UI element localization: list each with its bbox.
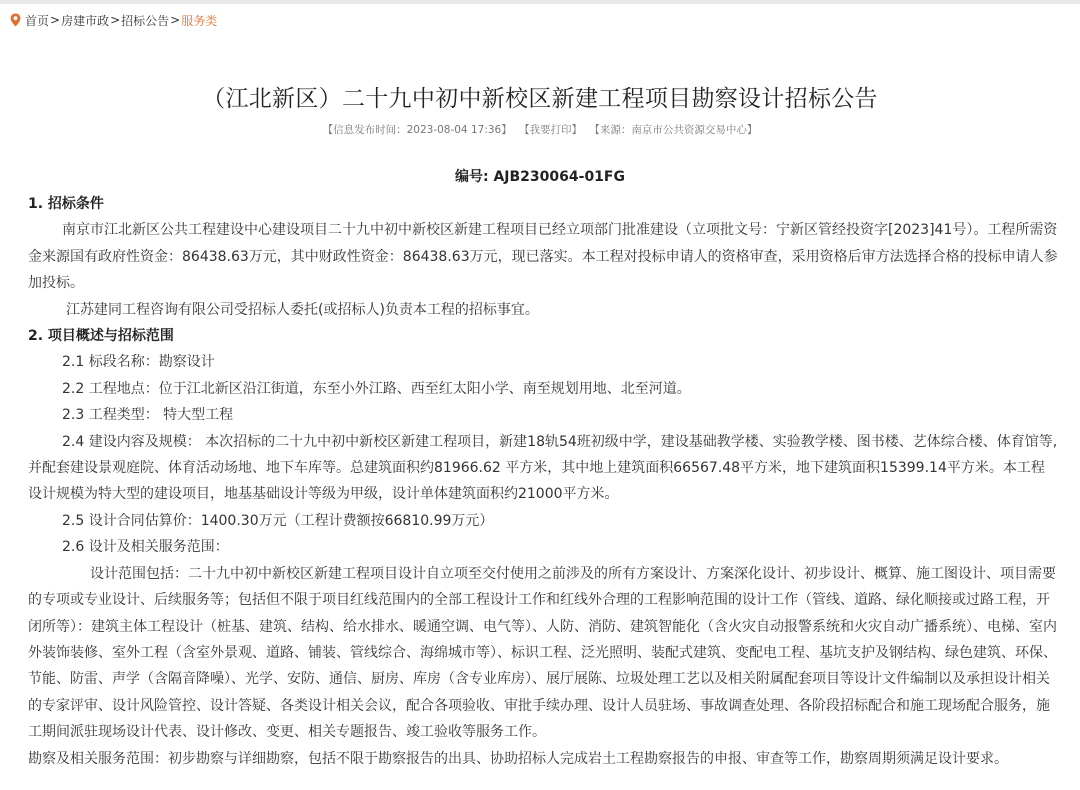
list-item: 2.1 标段名称：勘察设计 bbox=[62, 354, 215, 371]
location-pin-icon bbox=[10, 13, 21, 27]
section-heading: 1. 招标条件 bbox=[28, 196, 104, 212]
list-item: 2.3 工程类型： 特大型工程 bbox=[62, 407, 234, 424]
notice-body bbox=[28, 191, 1058, 772]
section-heading: 2. 项目概述与招标范围 bbox=[28, 328, 174, 345]
breadcrumb-separator: > bbox=[50, 13, 61, 27]
breadcrumb-tender-link[interactable]: 招标公告 bbox=[121, 13, 170, 28]
breadcrumb-housing-link[interactable]: 房建市政 bbox=[61, 13, 110, 28]
breadcrumb bbox=[10, 10, 217, 30]
list-item: 2.5 设计合同估算价：1400.30万元（工程计费额按66810.99万元） bbox=[62, 512, 494, 529]
source-info: 【来源：南京市公共资源交易中心】 bbox=[589, 124, 758, 136]
print-link[interactable]: 【我要打印】 bbox=[519, 124, 583, 136]
breadcrumb-home-link[interactable]: 首页 bbox=[25, 13, 50, 28]
document-number: 编号: AJB230064-01FG bbox=[455, 169, 625, 185]
breadcrumb-current[interactable]: 服务类 bbox=[181, 13, 218, 28]
paragraph: 设计范围包括：二十九中初中新校区新建工程项目设计自立项至交付使用之前涉及的所有方案设计、方案深化设计、初步设计、概算、施工图设计、项目需要的专项或专业设计、后续服务等；包括但不限于项目红线范围内的全部工程设计工作和红线外合理的工程影响范围的设计工作（管线、道路、绿化顺接或过路工程，开闭所等）：建筑主体工程设计（桩基、建筑、结构、给水排水、暖通空调、电气等）、人防、消防、建筑智能化（含火灾自动报警系统和火灾自动广播系统）、电梯、室内外装饰装修、室外工程（含室外景观、道路、铺装、管线综合、海绵城市等）、标识工程、泛光照明、装配式建筑、变配电工程、基坑支护及钢结构、绿色建筑、环保、节能、防雷、声学（含隔音降噪）、光学、安防、通信、厨房、库房（含专业库房）、展厅展陈、垃圾处理工艺以及相关附属配套项目等设计文件编制以及承担设计相关的专家评审、设计风险管控、设计答疑、各类设计相关会议，配合各项验收、审批手续办理、设计人员驻场、事故调查处理、各阶段招标配合和施工现场配合服务，施工期间派驻现场设计代表、设计修改、变更、相关专题报告、竣工验收等服务工作。 bbox=[28, 565, 1057, 741]
paragraph: 勘察及相关服务范围：初步勘察与详细勘察，包括不限于勘察报告的出具、协助招标人完成岩土工程勘察报告的申报、审查等工作，勘察周期须满足设计要求。 bbox=[28, 750, 1008, 767]
notice-meta bbox=[0, 122, 1080, 137]
notice-title: （江北新区）二十九中初中新校区新建工程项目勘察设计招标公告 bbox=[202, 86, 878, 112]
paragraph: 南京市江北新区公共工程建设中心建设项目二十九中初中新校区新建工程项目已经立项部门批准建设（立项批文号：宁新区管经投资字[2023]41号）。工程所需资金来源国有政府性资金：86438.63万元，其中财政性资金：86438.63万元，现已落实。本工程对投标申请人的资格审查，采用资格后审方法选择合格的投标申请人参加投标。 bbox=[28, 222, 1058, 292]
list-item: 2.2 工程地点：位于江北新区沿江街道，东至小外江路、西至红太阳小学、南至规划用地、北至河道。 bbox=[62, 380, 691, 397]
list-item: 2.4 建设内容及规模： 本次招标的二十九中初中新校区新建工程项目，新建18轨54班初级中学，建设基础教学楼、实验教学楼、图书楼、艺体综合楼、体育馆等, 并配套建设景观庭院、体育活动场地、地下车库等。总建筑面积约81966.62 平方米，其中地上建筑面积66567.48平方米，地下建筑面积15399.14平方米。本工程设计规模为特大型的建设项目，地基基础设计等级为甲级，设计单体建筑面积约21000平方米。 bbox=[28, 433, 1058, 503]
publish-time: 【信息发布时间：2023-08-04 17:36】 bbox=[322, 124, 512, 136]
breadcrumb-separator: > bbox=[170, 13, 181, 27]
top-border bbox=[0, 0, 1080, 4]
paragraph: 江苏建同工程咨询有限公司受招标人委托(或招标人)负责本工程的招标事宜。 bbox=[66, 301, 539, 318]
breadcrumb-separator: > bbox=[110, 13, 121, 27]
list-item: 2.6 设计及相关服务范围： bbox=[62, 539, 229, 556]
